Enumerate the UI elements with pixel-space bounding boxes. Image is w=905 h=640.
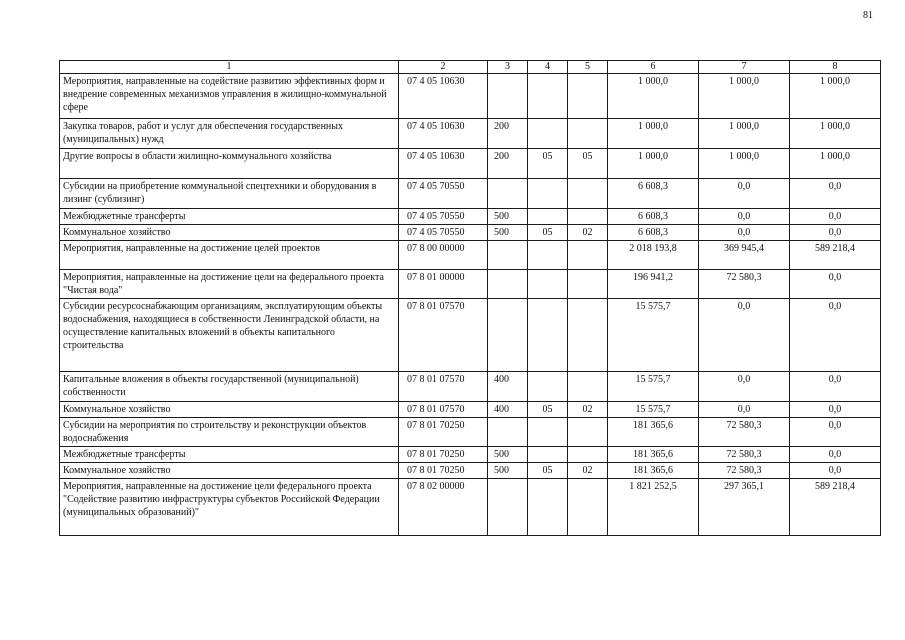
row-col7: 1 000,0	[699, 74, 790, 119]
table-row	[60, 372, 881, 402]
table-row	[60, 479, 881, 536]
row-col6: 15 575,7	[608, 299, 699, 372]
row-col8: 589 218,4	[790, 479, 881, 536]
row-col7: 72 580,3	[699, 270, 790, 299]
row-col3: 500	[488, 447, 528, 463]
column-header: 2	[399, 61, 488, 74]
page-number: 81	[863, 10, 873, 21]
row-code: 07 4 05 70550	[399, 209, 488, 225]
row-name: Коммунальное хозяйство	[60, 402, 399, 418]
row-col4	[528, 299, 568, 372]
row-col6: 196 941,2	[608, 270, 699, 299]
row-col7: 0,0	[699, 209, 790, 225]
row-code: 07 8 01 70250	[399, 463, 488, 479]
row-col8: 589 218,4	[790, 241, 881, 270]
row-col4	[528, 179, 568, 209]
table-row	[60, 463, 881, 479]
row-col8: 1 000,0	[790, 119, 881, 149]
row-col6: 15 575,7	[608, 372, 699, 402]
table-row	[60, 74, 881, 119]
row-col7: 297 365,1	[699, 479, 790, 536]
row-col4	[528, 270, 568, 299]
row-col8: 1 000,0	[790, 149, 881, 179]
row-col4	[528, 372, 568, 402]
row-col5	[568, 418, 608, 447]
row-name: Капитальные вложения в объекты государственной (муниципальной) собственности	[60, 372, 399, 402]
column-number-row	[60, 61, 881, 74]
row-col3	[488, 299, 528, 372]
row-col8: 0,0	[790, 209, 881, 225]
row-code: 07 8 02 00000	[399, 479, 488, 536]
row-col8: 0,0	[790, 372, 881, 402]
row-col6: 181 365,6	[608, 447, 699, 463]
row-code: 07 4 05 10630	[399, 119, 488, 149]
column-header: 1	[60, 61, 399, 74]
row-col7: 1 000,0	[699, 149, 790, 179]
row-col7: 0,0	[699, 372, 790, 402]
row-col8: 0,0	[790, 418, 881, 447]
row-col4	[528, 447, 568, 463]
row-name: Другие вопросы в области жилищно-коммунального хозяйства	[60, 149, 399, 179]
row-col8: 0,0	[790, 270, 881, 299]
row-name: Мероприятия, направленные на достижение цели на федерального проекта "Чистая вода"	[60, 270, 399, 299]
row-col7: 369 945,4	[699, 241, 790, 270]
row-col6: 181 365,6	[608, 463, 699, 479]
row-name: Межбюджетные трансферты	[60, 447, 399, 463]
row-code: 07 8 00 00000	[399, 241, 488, 270]
row-col4: 05	[528, 225, 568, 241]
row-col7: 0,0	[699, 225, 790, 241]
row-col4: 05	[528, 149, 568, 179]
row-name: Субсидии ресурсоснабжающим организациям, эксплуатирующим объекты водоснабжения, находящиеся в собственности Ленинградской области, на осуществление капитальных вложений в объекты капитального строительства	[60, 299, 399, 372]
row-col5	[568, 270, 608, 299]
row-col6: 6 608,3	[608, 225, 699, 241]
row-col5: 02	[568, 402, 608, 418]
row-col6: 1 821 252,5	[608, 479, 699, 536]
row-code: 07 8 01 07570	[399, 402, 488, 418]
row-col6: 2 018 193,8	[608, 241, 699, 270]
row-col8: 0,0	[790, 402, 881, 418]
row-name: Мероприятия, направленные на содействие развитию эффективных форм и внедрение современных механизмов управления в жилищно-коммунальной сфере	[60, 74, 399, 119]
table-row	[60, 270, 881, 299]
budget-table	[59, 60, 881, 536]
row-col5	[568, 74, 608, 119]
row-col3: 200	[488, 149, 528, 179]
row-code: 07 8 01 70250	[399, 418, 488, 447]
row-col8: 0,0	[790, 463, 881, 479]
row-col3	[488, 270, 528, 299]
row-col7: 0,0	[699, 299, 790, 372]
row-col5	[568, 179, 608, 209]
row-col8: 0,0	[790, 447, 881, 463]
table-row	[60, 447, 881, 463]
row-code: 07 4 05 70550	[399, 225, 488, 241]
row-col3	[488, 179, 528, 209]
row-col3	[488, 479, 528, 536]
row-col7: 72 580,3	[699, 447, 790, 463]
row-col3: 200	[488, 119, 528, 149]
row-col5	[568, 299, 608, 372]
row-col3: 400	[488, 372, 528, 402]
table-row	[60, 241, 881, 270]
row-col8: 0,0	[790, 225, 881, 241]
row-col4	[528, 209, 568, 225]
row-col3: 500	[488, 463, 528, 479]
table-row	[60, 418, 881, 447]
table-row	[60, 299, 881, 372]
row-name: Субсидии на мероприятия по строительству и реконструкции объектов водоснабжения	[60, 418, 399, 447]
row-col5: 02	[568, 225, 608, 241]
row-col7: 72 580,3	[699, 418, 790, 447]
row-col5	[568, 209, 608, 225]
row-col6: 1 000,0	[608, 149, 699, 179]
row-col3	[488, 241, 528, 270]
row-col7: 72 580,3	[699, 463, 790, 479]
row-col7: 0,0	[699, 179, 790, 209]
row-name: Коммунальное хозяйство	[60, 463, 399, 479]
column-header: 7	[699, 61, 790, 74]
row-col5	[568, 479, 608, 536]
table-row	[60, 225, 881, 241]
row-col4	[528, 74, 568, 119]
column-header: 3	[488, 61, 528, 74]
row-col3	[488, 74, 528, 119]
table-row	[60, 179, 881, 209]
row-code: 07 8 01 07570	[399, 372, 488, 402]
row-code: 07 8 01 70250	[399, 447, 488, 463]
row-col8: 0,0	[790, 179, 881, 209]
column-header: 5	[568, 61, 608, 74]
row-name: Субсидии на приобретение коммунальной спецтехники и оборудования в лизинг (сублизинг)	[60, 179, 399, 209]
row-col5	[568, 241, 608, 270]
row-col7: 1 000,0	[699, 119, 790, 149]
row-col5: 02	[568, 463, 608, 479]
row-name: Мероприятия, направленные на достижение целей проектов	[60, 241, 399, 270]
row-col3	[488, 418, 528, 447]
row-name: Закупка товаров, работ и услуг для обеспечения государственных (муниципальных) нужд	[60, 119, 399, 149]
row-col4	[528, 479, 568, 536]
row-col3: 500	[488, 209, 528, 225]
row-col3: 400	[488, 402, 528, 418]
row-col4: 05	[528, 463, 568, 479]
row-col3: 500	[488, 225, 528, 241]
table-row	[60, 402, 881, 418]
table-row	[60, 209, 881, 225]
row-col6: 6 608,3	[608, 209, 699, 225]
row-col6: 6 608,3	[608, 179, 699, 209]
row-name: Мероприятия, направленные на достижение цели федерального проекта "Содействие развитию инфраструктуры субъектов Российской Федерации (муниципальных образований)"	[60, 479, 399, 536]
row-code: 07 4 05 10630	[399, 74, 488, 119]
row-col5	[568, 372, 608, 402]
row-name: Межбюджетные трансферты	[60, 209, 399, 225]
row-col6: 15 575,7	[608, 402, 699, 418]
table-row	[60, 119, 881, 149]
row-col4	[528, 241, 568, 270]
row-code: 07 8 01 07570	[399, 299, 488, 372]
column-header: 4	[528, 61, 568, 74]
table-row	[60, 149, 881, 179]
column-header: 8	[790, 61, 881, 74]
row-col4	[528, 119, 568, 149]
row-code: 07 8 01 00000	[399, 270, 488, 299]
row-col7: 0,0	[699, 402, 790, 418]
row-name: Коммунальное хозяйство	[60, 225, 399, 241]
row-col8: 0,0	[790, 299, 881, 372]
row-col6: 1 000,0	[608, 74, 699, 119]
column-header: 6	[608, 61, 699, 74]
row-col5	[568, 447, 608, 463]
row-code: 07 4 05 70550	[399, 179, 488, 209]
row-col5	[568, 119, 608, 149]
row-col6: 1 000,0	[608, 119, 699, 149]
row-col4: 05	[528, 402, 568, 418]
row-code: 07 4 05 10630	[399, 149, 488, 179]
row-col6: 181 365,6	[608, 418, 699, 447]
row-col4	[528, 418, 568, 447]
row-col5: 05	[568, 149, 608, 179]
row-col8: 1 000,0	[790, 74, 881, 119]
